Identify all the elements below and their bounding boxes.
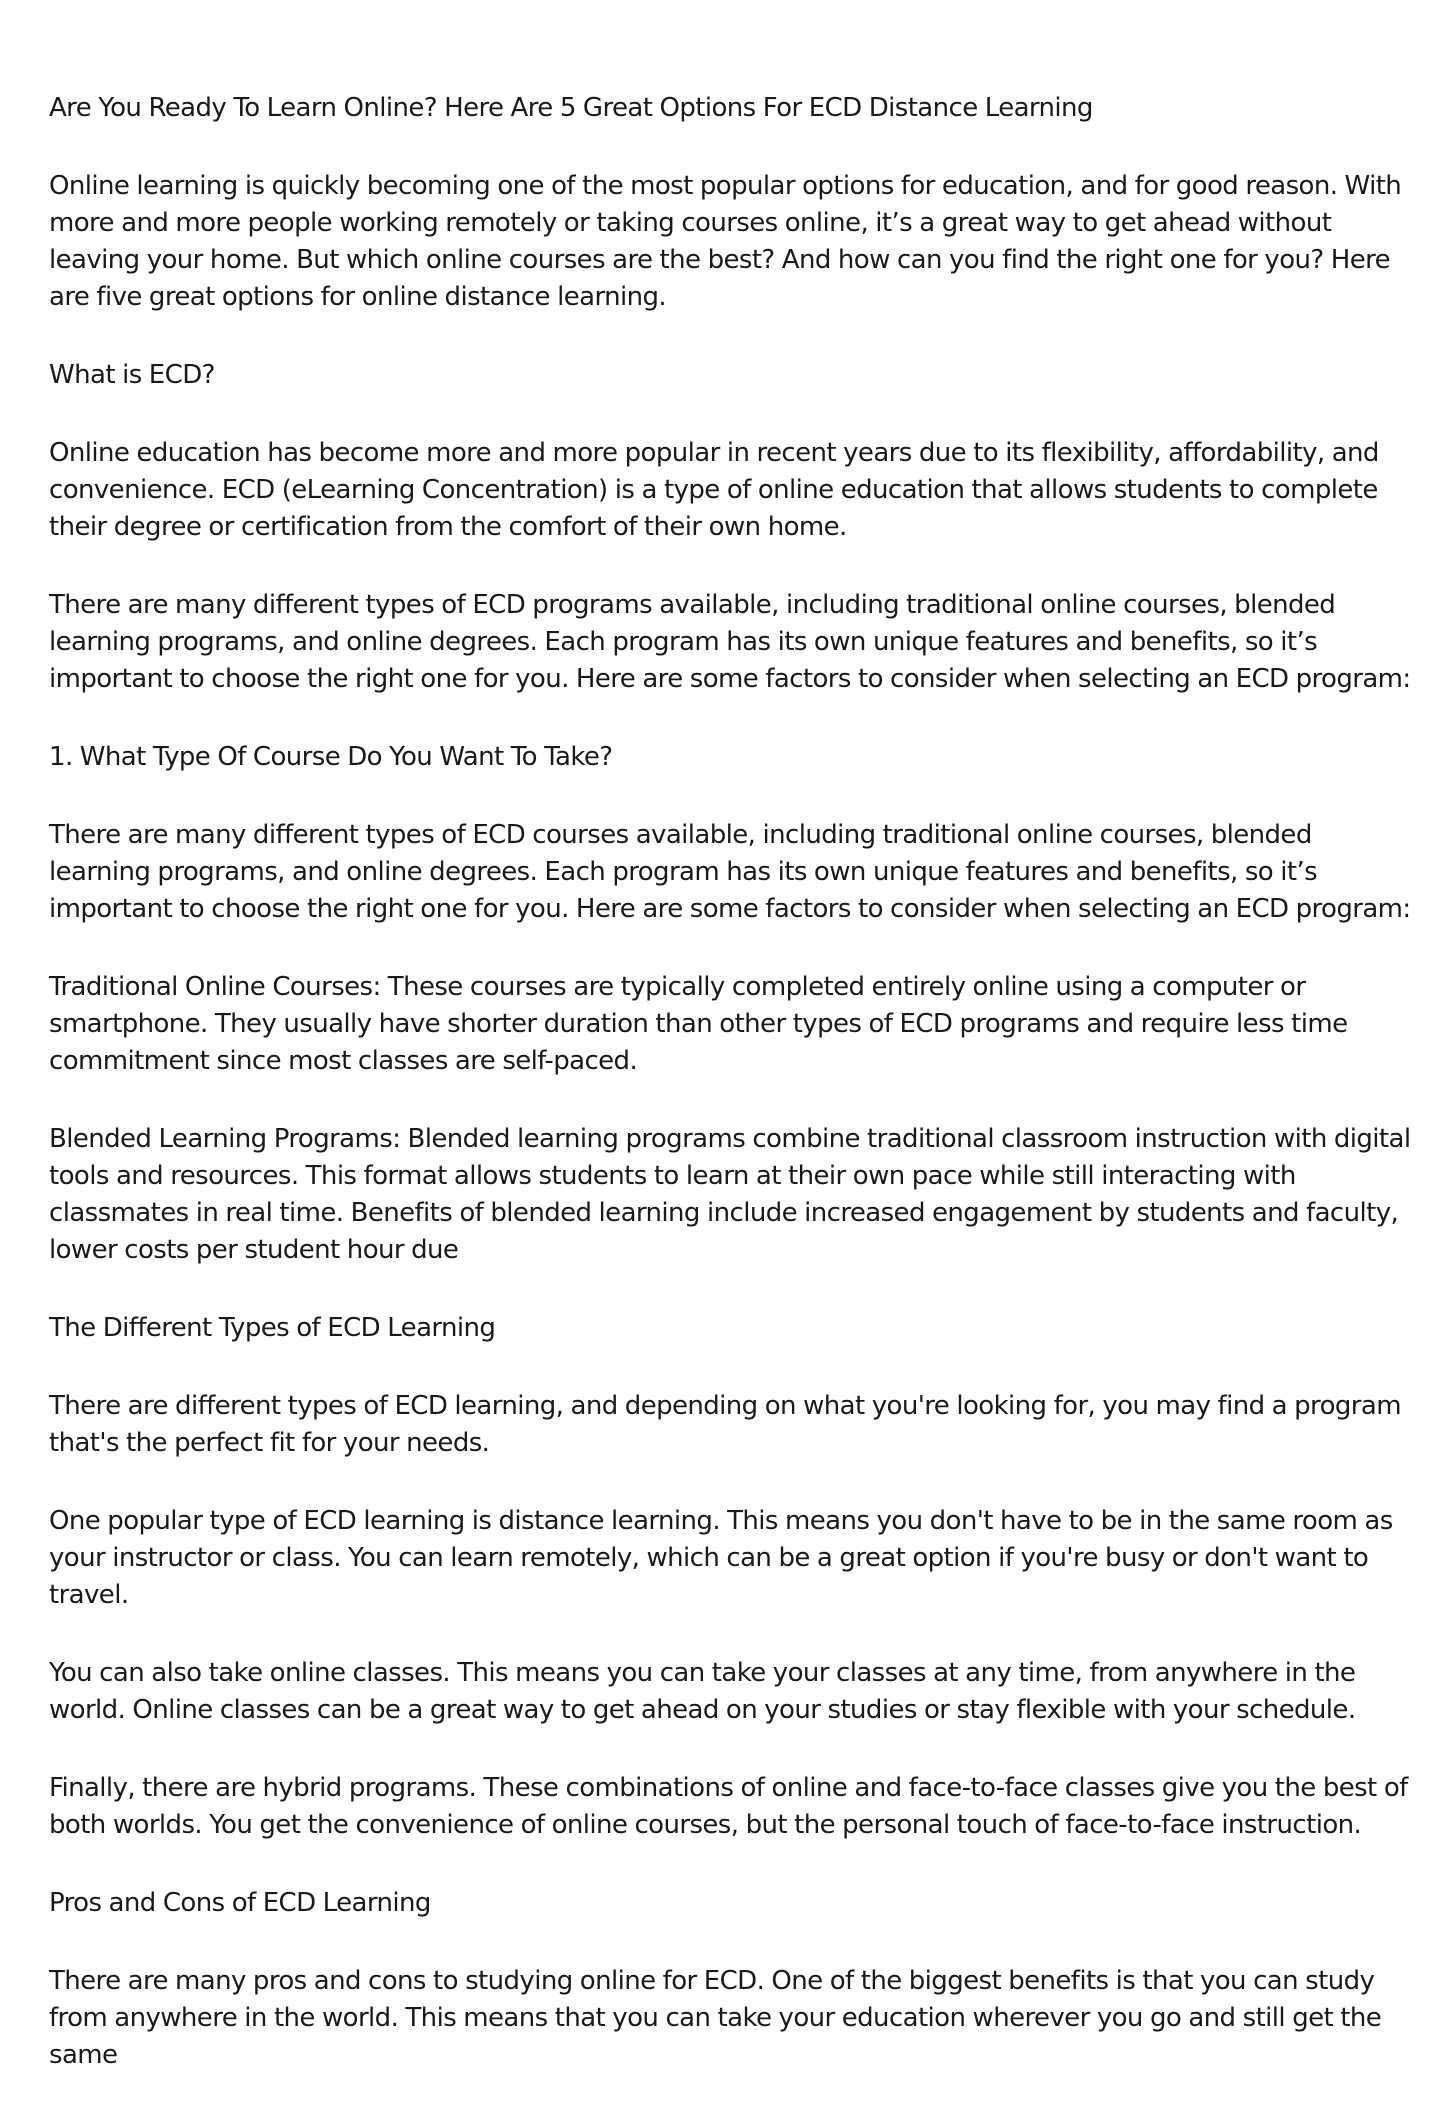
paragraph-ecd-program-types: There are many different types of ECD programs available, including traditional online courses, blended learning programs, and online degrees. Each program has its own unique features and benefits, so it’s important to choose the right one for you. Here are some factors to consider when selecting an ECD program: [49, 590, 1411, 694]
paragraph-traditional-online-courses: Traditional Online Courses: These courses are typically completed entirely online using a computer or smartphone. They usually have shorter duration than other types of ECD programs and require less time commitment since most classes are self-paced. [49, 972, 1348, 1076]
section-heading-different-types: The Different Types of ECD Learning [49, 1313, 496, 1343]
paragraph-hybrid-programs: Finally, there are hybrid programs. These combinations of online and face-to-face classes give you the best of both worlds. You get the convenience of online courses, but the personal touch of face-to-face instruction. [49, 1773, 1408, 1840]
paragraph-ecd-definition: Online education has become more and more popular in recent years due to its flexibility, affordability, and convenience. ECD (eLearning Concentration) is a type of online education that allows students to complete their degree or certification from the comfort of their own home. [49, 438, 1379, 542]
section-heading-course-type: 1. What Type Of Course Do You Want To Take? [49, 742, 613, 772]
paragraph-intro: Online learning is quickly becoming one of the most popular options for education, and for good reason. With more and more people working remotely or taking courses online, it’s a great way to get ahead without leaving your home. But which online courses are the best? And how can you find the right one for you? Here are five great options for online distance learning. [49, 171, 1402, 312]
paragraph-ecd-course-types: There are many different types of ECD courses available, including traditional online courses, blended learning programs, and online degrees. Each program has its own unique features and benefits, so it’s important to choose the right one for you. Here are some factors to consider when selecting an ECD program: [49, 820, 1411, 924]
paragraph-blended-learning: Blended Learning Programs: Blended learning programs combine traditional classroom instruction with digital tools and resources. This format allows students to learn at their own pace while still interacting with classmates in real time. Benefits of blended learning include increased engagement by students and faculty, lower costs per student hour due [49, 1124, 1411, 1265]
paragraph-pros-cons: There are many pros and cons to studying online for ECD. One of the biggest benefits is that you can study from anywhere in the world. This means that you can take your education wherever you go and still get the same [49, 1966, 1382, 2070]
paragraph-online-classes: You can also take online classes. This means you can take your classes at any time, from anywhere in the world. Online classes can be a great way to get ahead on your studies or stay flexible with your schedule. [49, 1658, 1356, 1725]
paragraph-distance-learning: One popular type of ECD learning is distance learning. This means you don't have to be in the same room as your instructor or class. You can learn remotely, which can be a great option if you're busy or don't want to travel. [49, 1506, 1393, 1610]
section-heading-pros-cons: Pros and Cons of ECD Learning [49, 1888, 431, 1918]
document-title: Are You Ready To Learn Online? Here Are 5 Great Options For ECD Distance Learning [49, 93, 1093, 123]
paragraph-types-overview: There are different types of ECD learning, and depending on what you're looking for, you may find a program that's the perfect fit for your needs. [49, 1391, 1401, 1458]
document-body [49, 90, 1414, 2115]
section-heading-what-is-ecd: What is ECD? [49, 360, 215, 390]
